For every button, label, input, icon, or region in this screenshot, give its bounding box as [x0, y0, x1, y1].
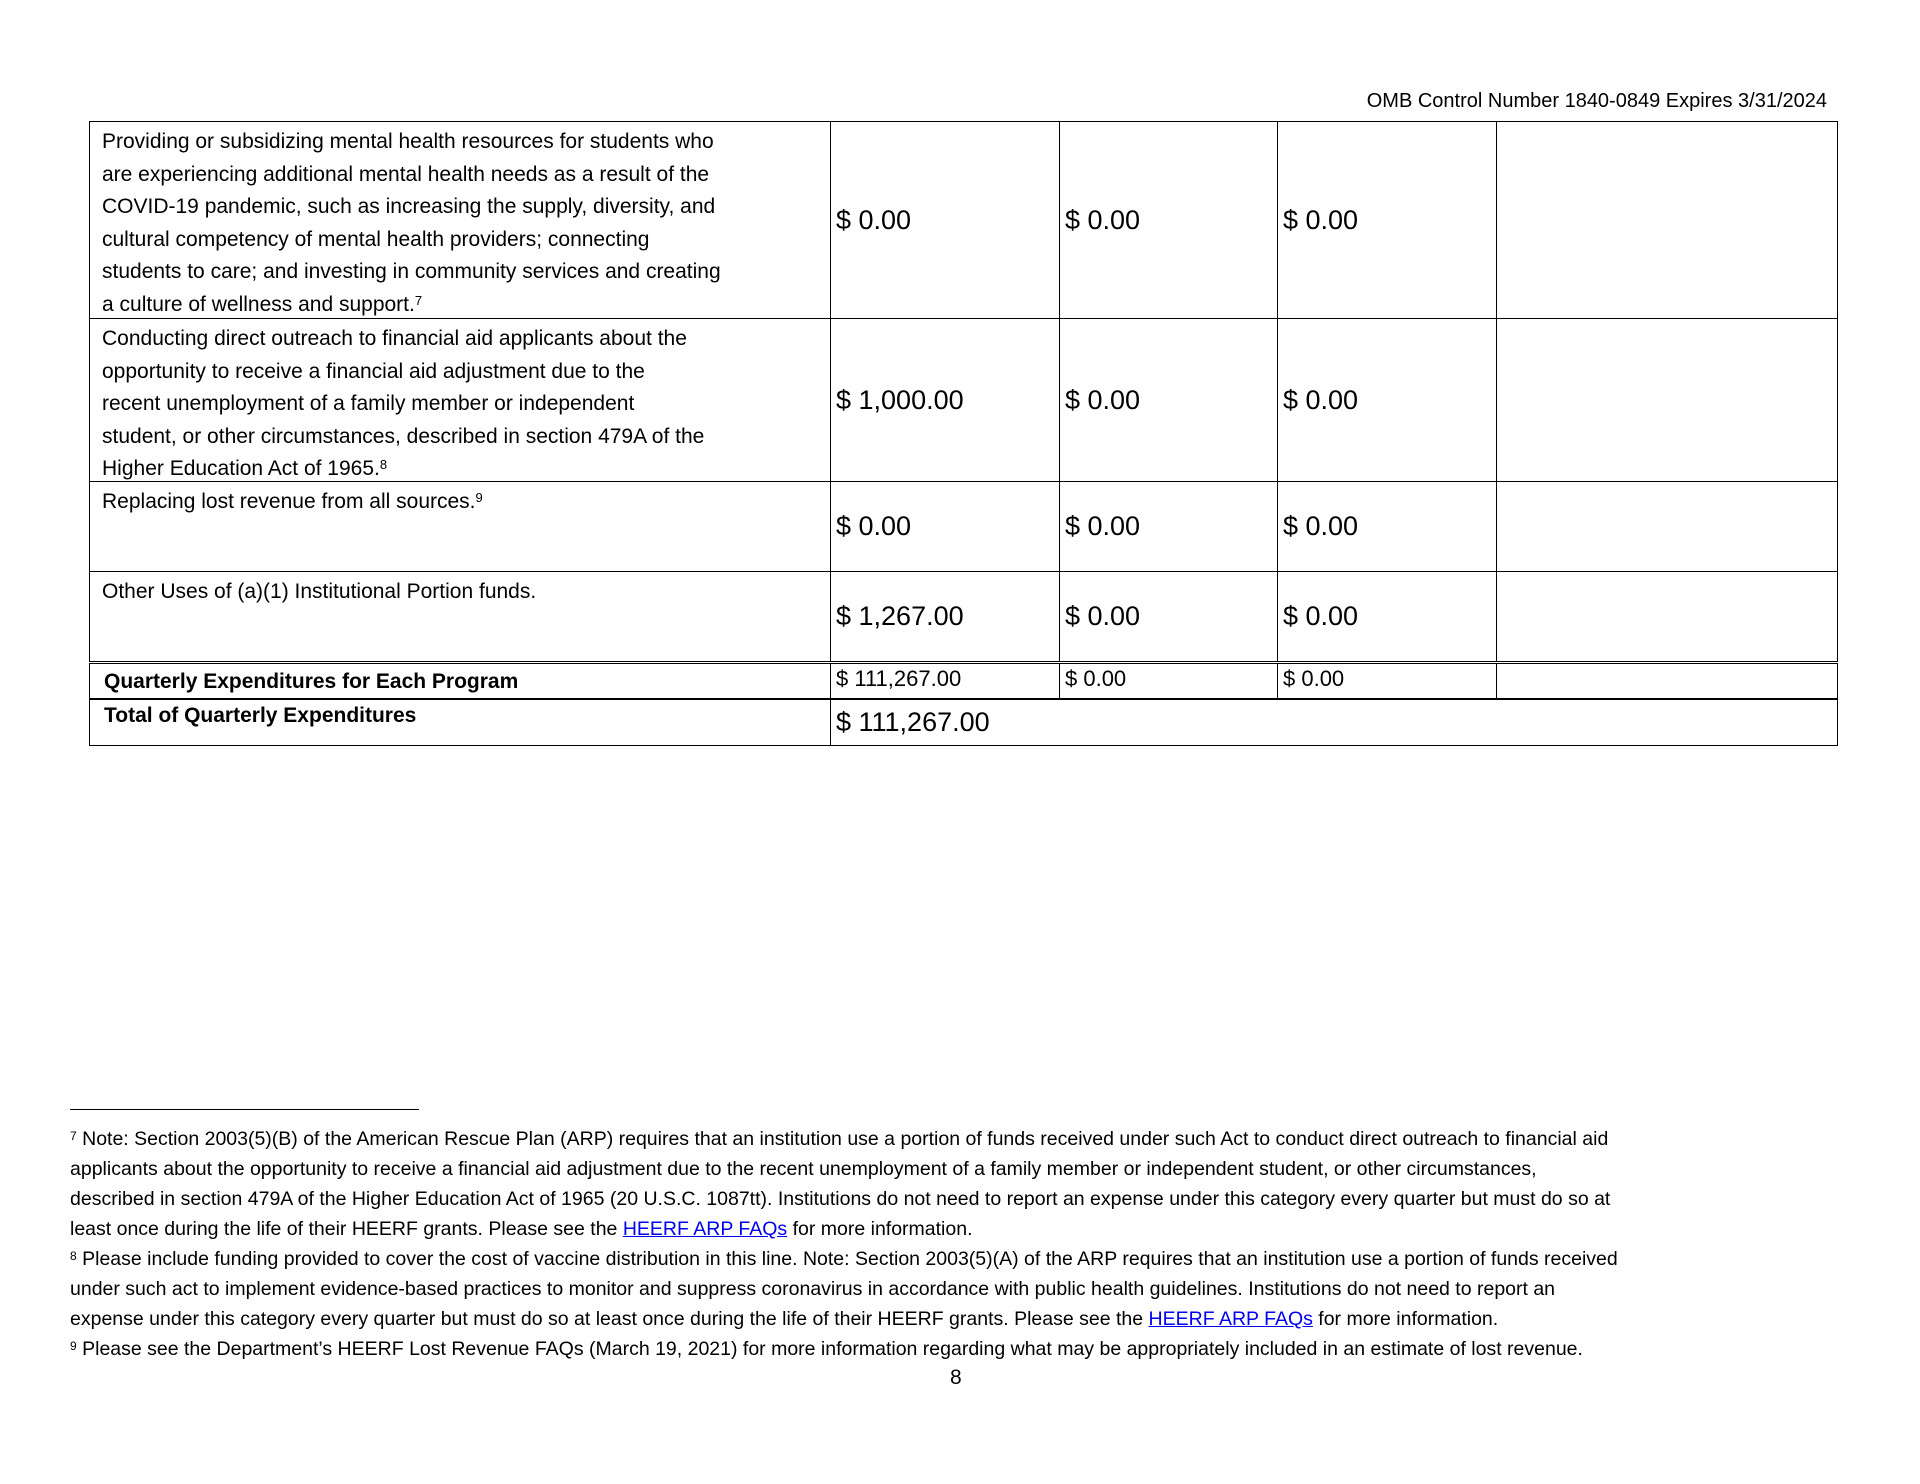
- amount-field[interactable]: $ 0.00: [1059, 318, 1278, 482]
- row-description: [89, 318, 831, 482]
- description-line: [102, 224, 822, 257]
- amount-field[interactable]: $ 1,000.00: [830, 318, 1060, 482]
- amount-field[interactable]: $ 0.00: [1059, 121, 1278, 319]
- footnote-text: least once during the life of their HEERF grants. Please see the: [70, 1218, 623, 1240]
- footnote-text: for more information.: [1312, 1308, 1499, 1330]
- row-description: [89, 121, 831, 319]
- description-text: Providing or subsidizing mental health resources for students who: [102, 130, 714, 153]
- description-text: Higher Education Act of 1965.: [102, 457, 380, 480]
- amount-field[interactable]: $ 0.00: [830, 121, 1060, 319]
- description-text: recent unemployment of a family member or independent: [102, 392, 635, 415]
- description-text: cultural competency of mental health providers; connecting: [102, 227, 650, 251]
- description-line: [102, 289, 822, 322]
- footnote-marker: 7: [70, 1129, 77, 1143]
- footnote-8-line: [70, 1244, 1618, 1274]
- description-text: opportunity to receive a financial aid adjustment due to the: [102, 359, 645, 383]
- amount-field[interactable]: $ 0.00: [1277, 121, 1497, 319]
- row-description: [89, 481, 831, 572]
- page-number: 8: [950, 1366, 962, 1389]
- quarterly-amount[interactable]: $ 0.00: [1277, 663, 1497, 699]
- heerf-arp-faqs-link[interactable]: HEERF ARP FAQs: [1148, 1308, 1313, 1330]
- description-text: a culture of wellness and support.: [102, 292, 415, 316]
- amount-field[interactable]: $ 0.00: [1277, 571, 1497, 662]
- description-line: [102, 356, 822, 389]
- empty-cell: [1496, 663, 1838, 699]
- description-line: [102, 323, 822, 356]
- amount-field[interactable]: $ 1,267.00: [830, 571, 1060, 662]
- description-line: [102, 126, 822, 159]
- total-label: Total of Quarterly Expenditures: [89, 699, 831, 746]
- quarterly-amount[interactable]: $ 111,267.00: [830, 663, 1060, 699]
- footnote-text: Please include funding provided to cover the cost of vaccine distribution in this line. Note: Section 2003(5)(A) of the ARP requires that an institution use a portion of funds received: [82, 1248, 1618, 1270]
- description-text: students to care; and investing in community services and creating: [102, 260, 721, 283]
- description-text: are experiencing additional mental health needs as a result of the: [102, 162, 710, 186]
- total-amount[interactable]: $ 111,267.00: [830, 699, 1838, 746]
- description-text: student, or other circumstances, described in section 479A of the: [102, 424, 705, 448]
- footnote-marker: 8: [70, 1249, 77, 1263]
- empty-cell: [1496, 481, 1838, 572]
- amount-field[interactable]: $ 0.00: [1277, 481, 1497, 572]
- description-text: Conducting direct outreach to financial aid applicants about the: [102, 327, 687, 350]
- footnote-9-line: [70, 1334, 1618, 1364]
- description-line: [102, 159, 822, 192]
- description-line: [102, 256, 822, 289]
- footnote-ref: 7: [414, 292, 423, 308]
- footnote-text: Note: Section 2003(5)(B) of the American Rescue Plan (ARP) requires that an institution use a portion of funds received under such Act to conduct direct outreach to financial aid: [82, 1128, 1609, 1150]
- quarterly-amount[interactable]: $ 0.00: [1059, 663, 1278, 699]
- amount-field[interactable]: $ 0.00: [830, 481, 1060, 572]
- footnote-8-line: [70, 1304, 1618, 1334]
- footnote-marker: 9: [70, 1339, 77, 1353]
- footnote-7-line: described in section 479A of the Higher Education Act of 1965 (20 U.S.C. 1087tt). Institutions do not need to report an expense under this category every quarter but must do so at: [70, 1188, 1611, 1210]
- quarterly-label: Quarterly Expenditures for Each Program: [89, 663, 831, 699]
- amount-field[interactable]: $ 0.00: [1277, 318, 1497, 482]
- heerf-arp-faqs-link[interactable]: HEERF ARP FAQs: [622, 1218, 788, 1240]
- footnote-ref: 9: [475, 490, 483, 505]
- footnote-ref: 8: [379, 457, 388, 472]
- footnote-7-line: [70, 1124, 1618, 1154]
- description-text: Replacing lost revenue from all sources.: [102, 490, 476, 513]
- footnote-text: Please see the Department’s HEERF Lost Revenue FAQs (March 19, 2021) for more information regarding what may be appropriately included in an estimate of lost revenue.: [82, 1338, 1583, 1360]
- row-description: [89, 571, 831, 662]
- omb-control-number: OMB Control Number 1840-0849 Expires 3/31/2024: [1366, 90, 1827, 112]
- footnote-separator: [70, 1109, 419, 1110]
- footnotes: [70, 1124, 1618, 1364]
- footnote-7-line: applicants about the opportunity to receive a financial aid adjustment due to the recent unemployment of a family member or independent student, or other circumstances,: [70, 1158, 1537, 1180]
- footnote-text: for more information.: [787, 1218, 973, 1240]
- amount-field[interactable]: $ 0.00: [1059, 481, 1278, 572]
- description-line: [102, 421, 822, 454]
- description-line: [102, 388, 822, 421]
- amount-field[interactable]: $ 0.00: [1059, 571, 1278, 662]
- empty-cell: [1496, 571, 1838, 662]
- description-line: [102, 191, 822, 224]
- footnote-text: expense under this category every quarter but must do so at least once during the life of their HEERF grants. Please see the: [70, 1308, 1149, 1330]
- footnote-7-line: [70, 1214, 1618, 1244]
- description-text: Other Uses of (a)(1) Institutional Portion funds.: [102, 580, 537, 603]
- description-line: [102, 576, 822, 609]
- description-line: [102, 486, 822, 519]
- empty-cell: [1496, 121, 1838, 319]
- footnote-8-line: under such act to implement evidence-based practices to monitor and suppress coronavirus in accordance with public health guidelines. Institutions do not need to report an: [70, 1278, 1556, 1300]
- description-text: COVID-19 pandemic, such as increasing the supply, diversity, and: [102, 195, 716, 218]
- empty-cell: [1496, 318, 1838, 482]
